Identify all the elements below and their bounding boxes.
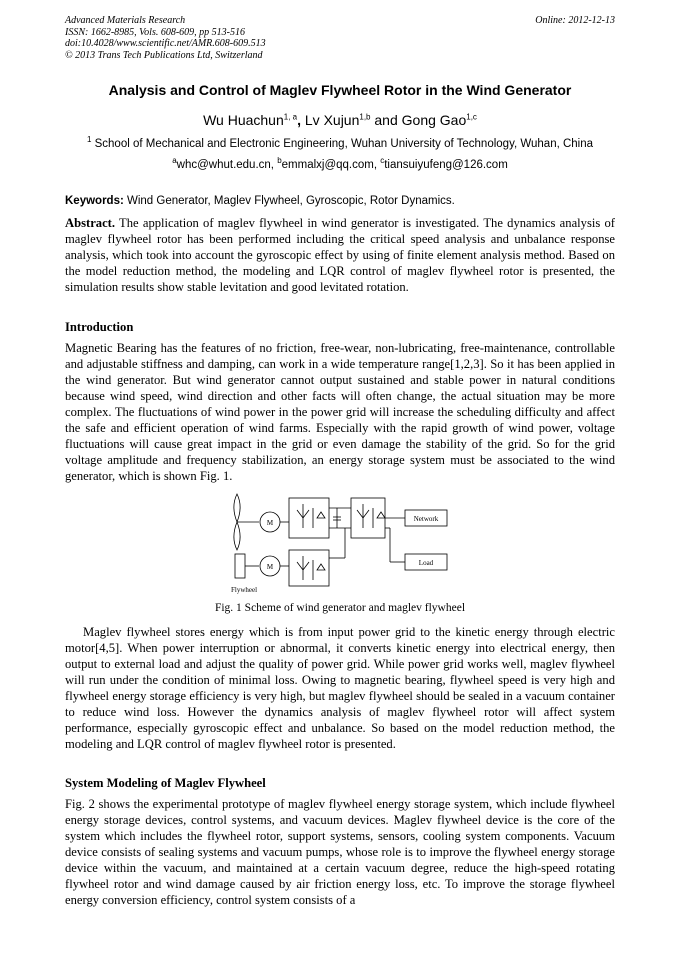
figure-1-caption: Fig. 1 Scheme of wind generator and maglev flywheel bbox=[214, 602, 466, 614]
email-link[interactable]: whc@whut.edu.cn, bbox=[176, 159, 278, 171]
author-sup: 1, a bbox=[283, 112, 298, 122]
journal-name: Advanced Materials Research bbox=[65, 15, 186, 26]
network-label: Network bbox=[413, 515, 439, 523]
affiliation-text: School of Mechanical and Electronic Engineering, Wuhan University of Technology, Wuhan, China bbox=[91, 138, 594, 150]
converter-box bbox=[289, 550, 329, 586]
author-sup: 1,b bbox=[359, 112, 371, 122]
affiliation-sup: 1 bbox=[86, 135, 92, 145]
keywords-text: Wind Generator, Maglev Flywheel, Gyroscopic, Rotor Dynamics. bbox=[123, 195, 455, 207]
author-name: Lv Xujun bbox=[304, 112, 360, 128]
journal-header bbox=[65, 15, 615, 61]
author-sup: 1,c bbox=[466, 112, 477, 122]
intro-paragraph-1: Magnetic Bearing has the features of no friction, free-wear, non-lubricating, free-maintenance, controllable and adjustable stiffness and damping, can work in a wide temperature range[1,2,3]. So it has been applied in the wind generator. But wind generator cannot output sustained and stable power in natural conditions because wind speed, wind direction and other facts will often change, the actual situation may be more complex. The fluctuations of wind power in the power grid will increase the scheduling difficulty and affect the safe and efficient operation of wind farms. Especially with the rapid growth of wind power, voltage fluctuations will cause great impact in the grid or even damage the stability of the grid. So for the grid voltage amplitude and frequency stabilization, an energy storage system must be associated to the wind generator, which is shown Fig. 1. bbox=[65, 341, 615, 483]
online-date: Online: 2012-12-13 bbox=[535, 15, 615, 26]
model-paragraph-1: Fig. 2 shows the experimental prototype of maglev flywheel energy storage system, which include flywheel energy storage devices, control systems, and vacuum devices. Maglev flywheel device is the core of the system which includes the flywheel rotor, support systems, sensors, cooling system components. Vacuum device consists of sealing systems and vacuum pumps, whose role is to improve the flywheel energy storage device within the vacuum, and maintained at a certain vacuum degree, reduce the high-speed rotating flywheel rotor and wind damage caused by air friction energy loss, etc. To improve the storage flywheel energy conversion efficiency, control system consists of a bbox=[65, 797, 615, 907]
flywheel-block bbox=[235, 554, 245, 578]
copyright-line: © 2013 Trans Tech Publications Ltd, Switzerland bbox=[65, 49, 263, 61]
motor-label: M bbox=[266, 563, 274, 571]
email-link[interactable]: tiansuiyufeng@126.com bbox=[384, 159, 508, 171]
author-list bbox=[40, 112, 640, 128]
flywheel-label: Flywheel bbox=[231, 586, 258, 594]
email-list bbox=[60, 156, 620, 171]
abstract-text: The application of maglev flywheel in wind generator is investigated. The dynamics analysis of maglev flywheel rotor has been performed including the critical speed analysis and unbalance response analysis, which took into account the gyroscopic effect by using of finite element analysis method. Based on the model reduction method, the modeling and LQR control of maglev flywheel rotor is presented, the simulation results show stable levitation and good levitated rotation. bbox=[65, 216, 615, 294]
keywords-label: Keywords: bbox=[65, 195, 124, 207]
author-separator: and bbox=[370, 112, 402, 128]
email-link[interactable]: emmalxj@qq.com, bbox=[281, 159, 381, 171]
author-separator: , bbox=[297, 112, 305, 128]
turbine-blade-icon bbox=[234, 522, 240, 550]
model-heading: System Modeling of Maglev Flywheel bbox=[65, 776, 266, 790]
keywords bbox=[65, 195, 615, 207]
abstract bbox=[65, 215, 615, 295]
author-name: Gong Gao bbox=[401, 112, 467, 128]
paper-title: Analysis and Control of Maglev Flywheel Rotor in the Wind Generator bbox=[108, 82, 572, 98]
affiliation bbox=[60, 135, 620, 150]
intro-heading: Introduction bbox=[65, 320, 134, 334]
author-name: Wu Huachun bbox=[203, 112, 284, 128]
figure-1-scheme bbox=[225, 492, 465, 598]
turbine-blade-icon bbox=[234, 494, 240, 522]
intro-paragraph-2: Maglev flywheel stores energy which is from input power grid to the kinetic energy through electric motor[4,5]. When power interruption or abnormal, it converts kinetic energy into electrical energy, then output to external load and adjust the quality of power grid. While power grid works well, maglev flywheel will run under the condition of minimal loss. Owing to magnetic bearing, flywheel speed is very high and flywheel energy storage efficiency is very high, but maglev flywheel should be sealed in a vacuum container to reduce wind loss. However the dynamics analysis of maglev flywheel rotor will affect system performance, especially gyroscopic effect and unbalance. So based on the model reduction method, the modeling and LQR control of maglev flywheel rotor is presented. bbox=[65, 625, 615, 751]
email-sup: a bbox=[172, 156, 177, 166]
load-label: Load bbox=[418, 559, 434, 567]
email-sup: b bbox=[277, 156, 282, 166]
motor-label: M bbox=[266, 519, 274, 527]
issn-line: ISSN: 1662-8985, Vols. 608-609, pp 513-516 bbox=[65, 26, 245, 38]
abstract-label: Abstract. bbox=[65, 216, 116, 230]
doi-line: doi:10.4028/www.scientific.net/AMR.608-609.513 bbox=[65, 38, 266, 49]
email-sup: c bbox=[380, 156, 385, 166]
